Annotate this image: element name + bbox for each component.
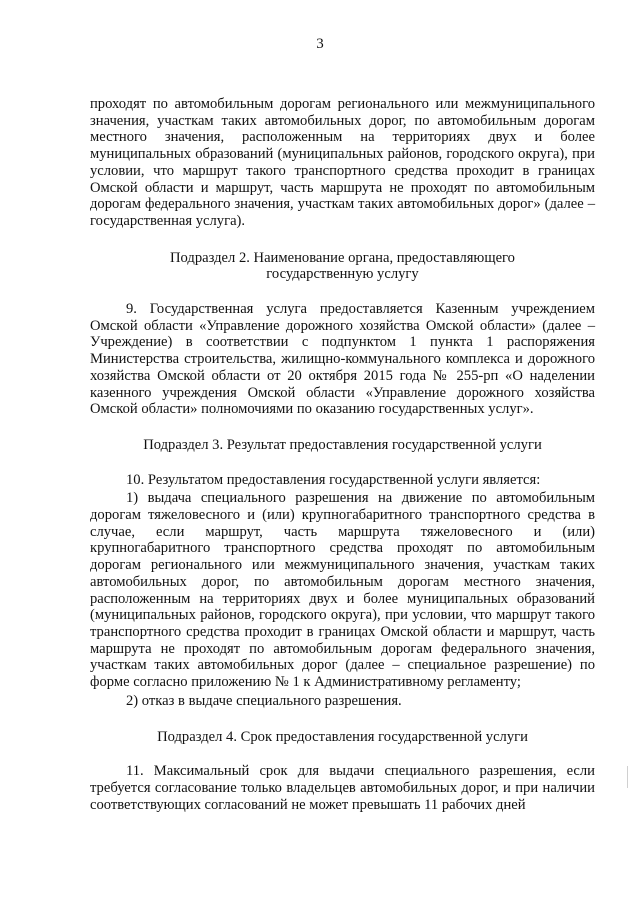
page-number: 3	[316, 36, 324, 52]
margin-mark	[627, 766, 631, 788]
paragraph-10: 10. Результатом предоставления государственной услуги является:	[126, 471, 541, 488]
paragraph-9: 9. Государственная услуга предоставляется Казенным учреждением Омской области «Управление дорожного хозяйства Омской области» (далее – Учреждение) в соответствии с подпунктом 1 пункта 1 распоряжения Министерства строительства, жилищно-коммунального комплекса и дорожного хозяйства Омской области от 20 октября 2015 года № 255-рп «О наделении казенного учреждения Омской области «Управление дорожного хозяйства Омской области» полномочиями по оказанию государственных услуг».	[90, 301, 595, 418]
paragraph-11: 11. Максимальный срок для выдачи специального разрешения, если требуется согласование только владельцев автомобильных дорог, и при наличии соответствующих согласований не может превышать 11 рабочих дней	[90, 763, 595, 813]
subsection-2-heading: Подраздел 2. Наименование органа, предоставляющего государственную услугу	[170, 249, 515, 283]
subsection-3-heading: Подраздел 3. Результат предоставления государственной услуги	[143, 436, 542, 453]
paragraph-10-item-1: 1) выдача специального разрешения на движение по автомобильным дорогам тяжеловесного и (или) крупногабаритного транспортного средства в случае, если маршрут, часть маршрута тяжеловесного и (или) крупногабаритного транспортного средства проходят по автомобильным дорогам регионального или межмуниципального значения, участкам таких автомобильных дорог, по автомобильным дорогам местного значения, расположенным на территориях двух и более муниципальных образований (муниципальных районов, городского округа), при условии, что маршрут такого транспортного средства проходит в границах Омской области и маршрут, часть маршрута не проходят по автомобильным дорогам федерального значения, участкам таких автомобильных дорог (далее – специальное разрешение) по форме согласно приложению № 1 к Административному регламенту;	[90, 490, 595, 691]
paragraph-continuation: проходят по автомобильным дорогам регионального или межмуниципального значения, участкам таких автомобильных дорог, по автомобильным дорогам местного значения, расположенным на территориях двух и более муниципальных образований (муниципальных районов, городского округа), при условии, что маршрут такого транспортного средства проходит в границах Омской области и маршрут, часть маршрута не проходят по автомобильным дорогам федерального значения, участкам таких автомобильных дорог» (далее – государственная услуга).	[90, 96, 595, 229]
subsection-4-heading: Подраздел 4. Срок предоставления государственной услуги	[157, 728, 528, 745]
paragraph-10-item-2: 2) отказ в выдаче специального разрешения.	[126, 692, 402, 709]
document-body	[90, 96, 595, 813]
